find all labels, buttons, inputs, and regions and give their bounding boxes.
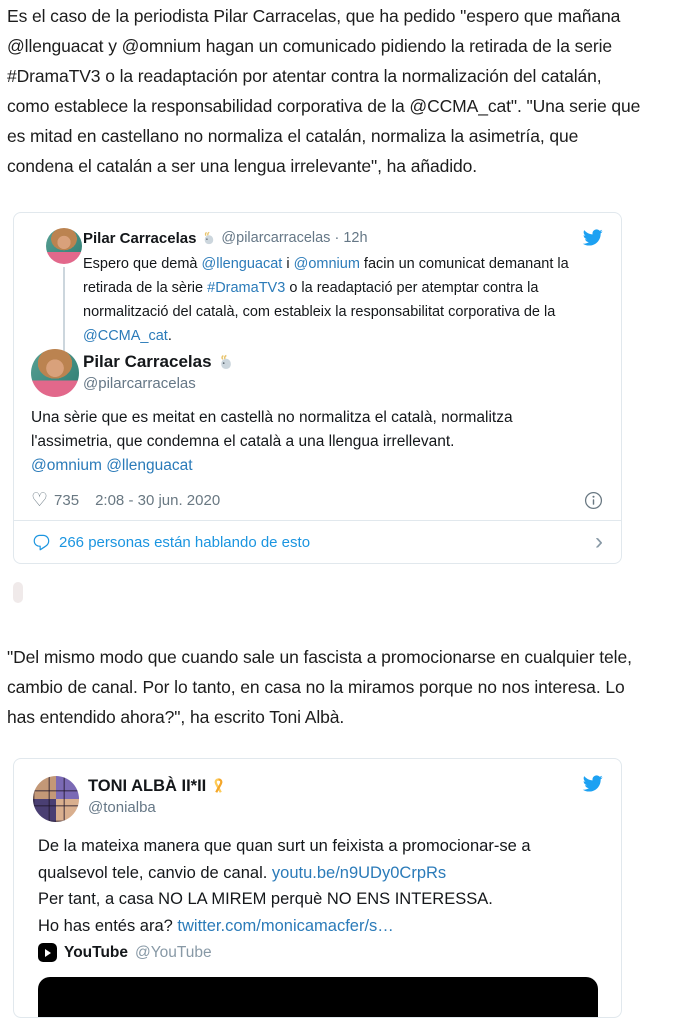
tweet-text-line <box>83 324 613 348</box>
tweet-embed-pilar <box>13 212 622 564</box>
author-name[interactable]: Pilar Carracelas <box>83 352 212 371</box>
url-link[interactable]: twitter.com/monicamacfer/s… <box>177 916 394 935</box>
author-handle[interactable]: @pilarcarracelas <box>83 375 196 392</box>
article-paragraph-1 <box>7 1 640 181</box>
text-segment: normalització del català, com estableix la responsabilitat corporativa de la <box>83 304 556 320</box>
youtube-name[interactable]: YouTube <box>64 943 128 961</box>
author-name[interactable]: Pilar Carracelas <box>83 229 197 247</box>
tweet-stats-row <box>31 491 220 510</box>
tweet-text-line <box>31 454 609 478</box>
play-triangle-icon <box>45 949 51 957</box>
tweet-footer-bar[interactable] <box>14 520 621 563</box>
text-segment: De la mateixa manera que quan surt un feixista a promocionar-se a <box>38 837 531 855</box>
mention-link[interactable]: @omnium <box>293 256 360 272</box>
paragraph-line: "Del mismo modo que cuando sale un fascista a promocionarse en cualquier tele, <box>7 647 632 667</box>
parent-tweet-text <box>83 252 613 348</box>
mention-link[interactable]: @omnium <box>31 457 102 474</box>
chevron-right-icon[interactable]: › <box>595 528 603 555</box>
tweet-text-line <box>31 430 609 454</box>
mention-link[interactable]: @CCMA_cat <box>83 328 168 344</box>
thread-connector-line <box>63 267 65 351</box>
goat-emoji <box>201 231 216 246</box>
youtube-handle[interactable]: @YouTube <box>135 943 212 961</box>
text-segment: . <box>167 328 172 344</box>
tweet-text <box>38 833 603 939</box>
paragraph-line: condena el catalán a ser una lengua irrelevante", ha añadido. <box>7 156 478 176</box>
tweet-text-line <box>31 406 609 430</box>
text-segment: Espero que demà <box>83 256 202 272</box>
text-segment: o la readaptació per atemptar contra la <box>285 280 539 296</box>
youtube-attribution-row <box>38 943 212 962</box>
tweet-embed-toni <box>13 758 622 1018</box>
empty-blockquote-pill <box>13 582 23 603</box>
mention-link[interactable]: @llenguacat <box>201 256 283 272</box>
twitter-bird-icon[interactable] <box>582 773 603 794</box>
author-name[interactable]: TONI ALBÀ II*II <box>88 777 207 795</box>
avatar[interactable] <box>33 776 79 822</box>
reply-tweet-text <box>31 406 609 478</box>
conversation-link[interactable]: 266 personas están hablando de esto <box>59 533 311 551</box>
tweet-text-line <box>83 276 613 300</box>
text-segment: facin un comunicat demanant la <box>359 256 569 272</box>
author-handle-time[interactable]: @pilarcarracelas · 12h <box>221 230 368 246</box>
tweet-text-line <box>38 833 603 860</box>
tweet-text-line <box>38 860 603 887</box>
text-segment: Una sèrie que es meitat en castellà no normalitza el català, normalitza <box>31 409 513 426</box>
text-segment: i <box>282 256 294 272</box>
article-paragraph-2 <box>7 642 632 732</box>
text-segment: qualsevol tele, canvio de canal. <box>38 863 272 882</box>
paragraph-line: como establece la responsabilidad corporativa de la @CCMA_cat". "Una serie que <box>7 96 641 116</box>
text-segment: Ho has entés ara? <box>38 916 178 935</box>
embedded-video-player[interactable] <box>38 977 598 1018</box>
tweet-text-line <box>38 886 603 913</box>
text-segment: Per tant, a casa NO LA MIREM perquè NO ENS INTERESSA. <box>38 890 493 908</box>
paragraph-line: has entendido ahora?", ha escrito Toni Albà. <box>7 707 345 727</box>
text-segment: retirada de la sèrie <box>83 280 208 296</box>
author-handle[interactable]: @tonialba <box>88 799 156 816</box>
text-segment: l'assimetria, que condemna el català a una llengua irrellevant. <box>31 433 455 450</box>
like-heart-icon[interactable]: ♡ <box>31 490 49 511</box>
url-link[interactable]: youtu.be/n9UDy0CrpRs <box>271 863 447 882</box>
paragraph-line: cambio de canal. Por lo tanto, en casa no la miramos porque no nos interesa. Lo <box>7 677 625 697</box>
paragraph-line: Es el caso de la periodista Pilar Carracelas, que ha pedido "espero que mañana <box>7 6 621 26</box>
paragraph-line: @llenguacat y @omnium hagan un comunicado pidiendo la retirada de la serie <box>7 36 613 56</box>
goat-emoji <box>217 354 234 371</box>
mention-link[interactable]: @llenguacat <box>106 457 193 474</box>
twitter-bird-icon[interactable] <box>582 227 603 248</box>
youtube-icon <box>38 943 57 962</box>
tweet-timestamp[interactable]: 2:08 - 30 jun. 2020 <box>95 492 221 509</box>
like-count[interactable]: 735 <box>54 492 80 509</box>
paragraph-line: #DramaTV3 o la readaptación por atentar contra la normalización del catalán, <box>7 66 602 86</box>
tweet-text-line <box>38 913 603 940</box>
paragraph-line: es mitad en castellano no normaliza el catalán, normaliza la asimetría, que <box>7 126 579 146</box>
hashtag-link[interactable]: #DramaTV3 <box>207 280 286 296</box>
avatar[interactable] <box>31 349 79 397</box>
tweet-text-line <box>83 252 613 276</box>
avatar[interactable] <box>46 228 82 264</box>
speech-bubble-icon <box>32 533 51 552</box>
tweet-text-line <box>83 300 613 324</box>
yellow-ribbon-emoji <box>211 778 226 795</box>
info-icon[interactable] <box>584 491 603 510</box>
